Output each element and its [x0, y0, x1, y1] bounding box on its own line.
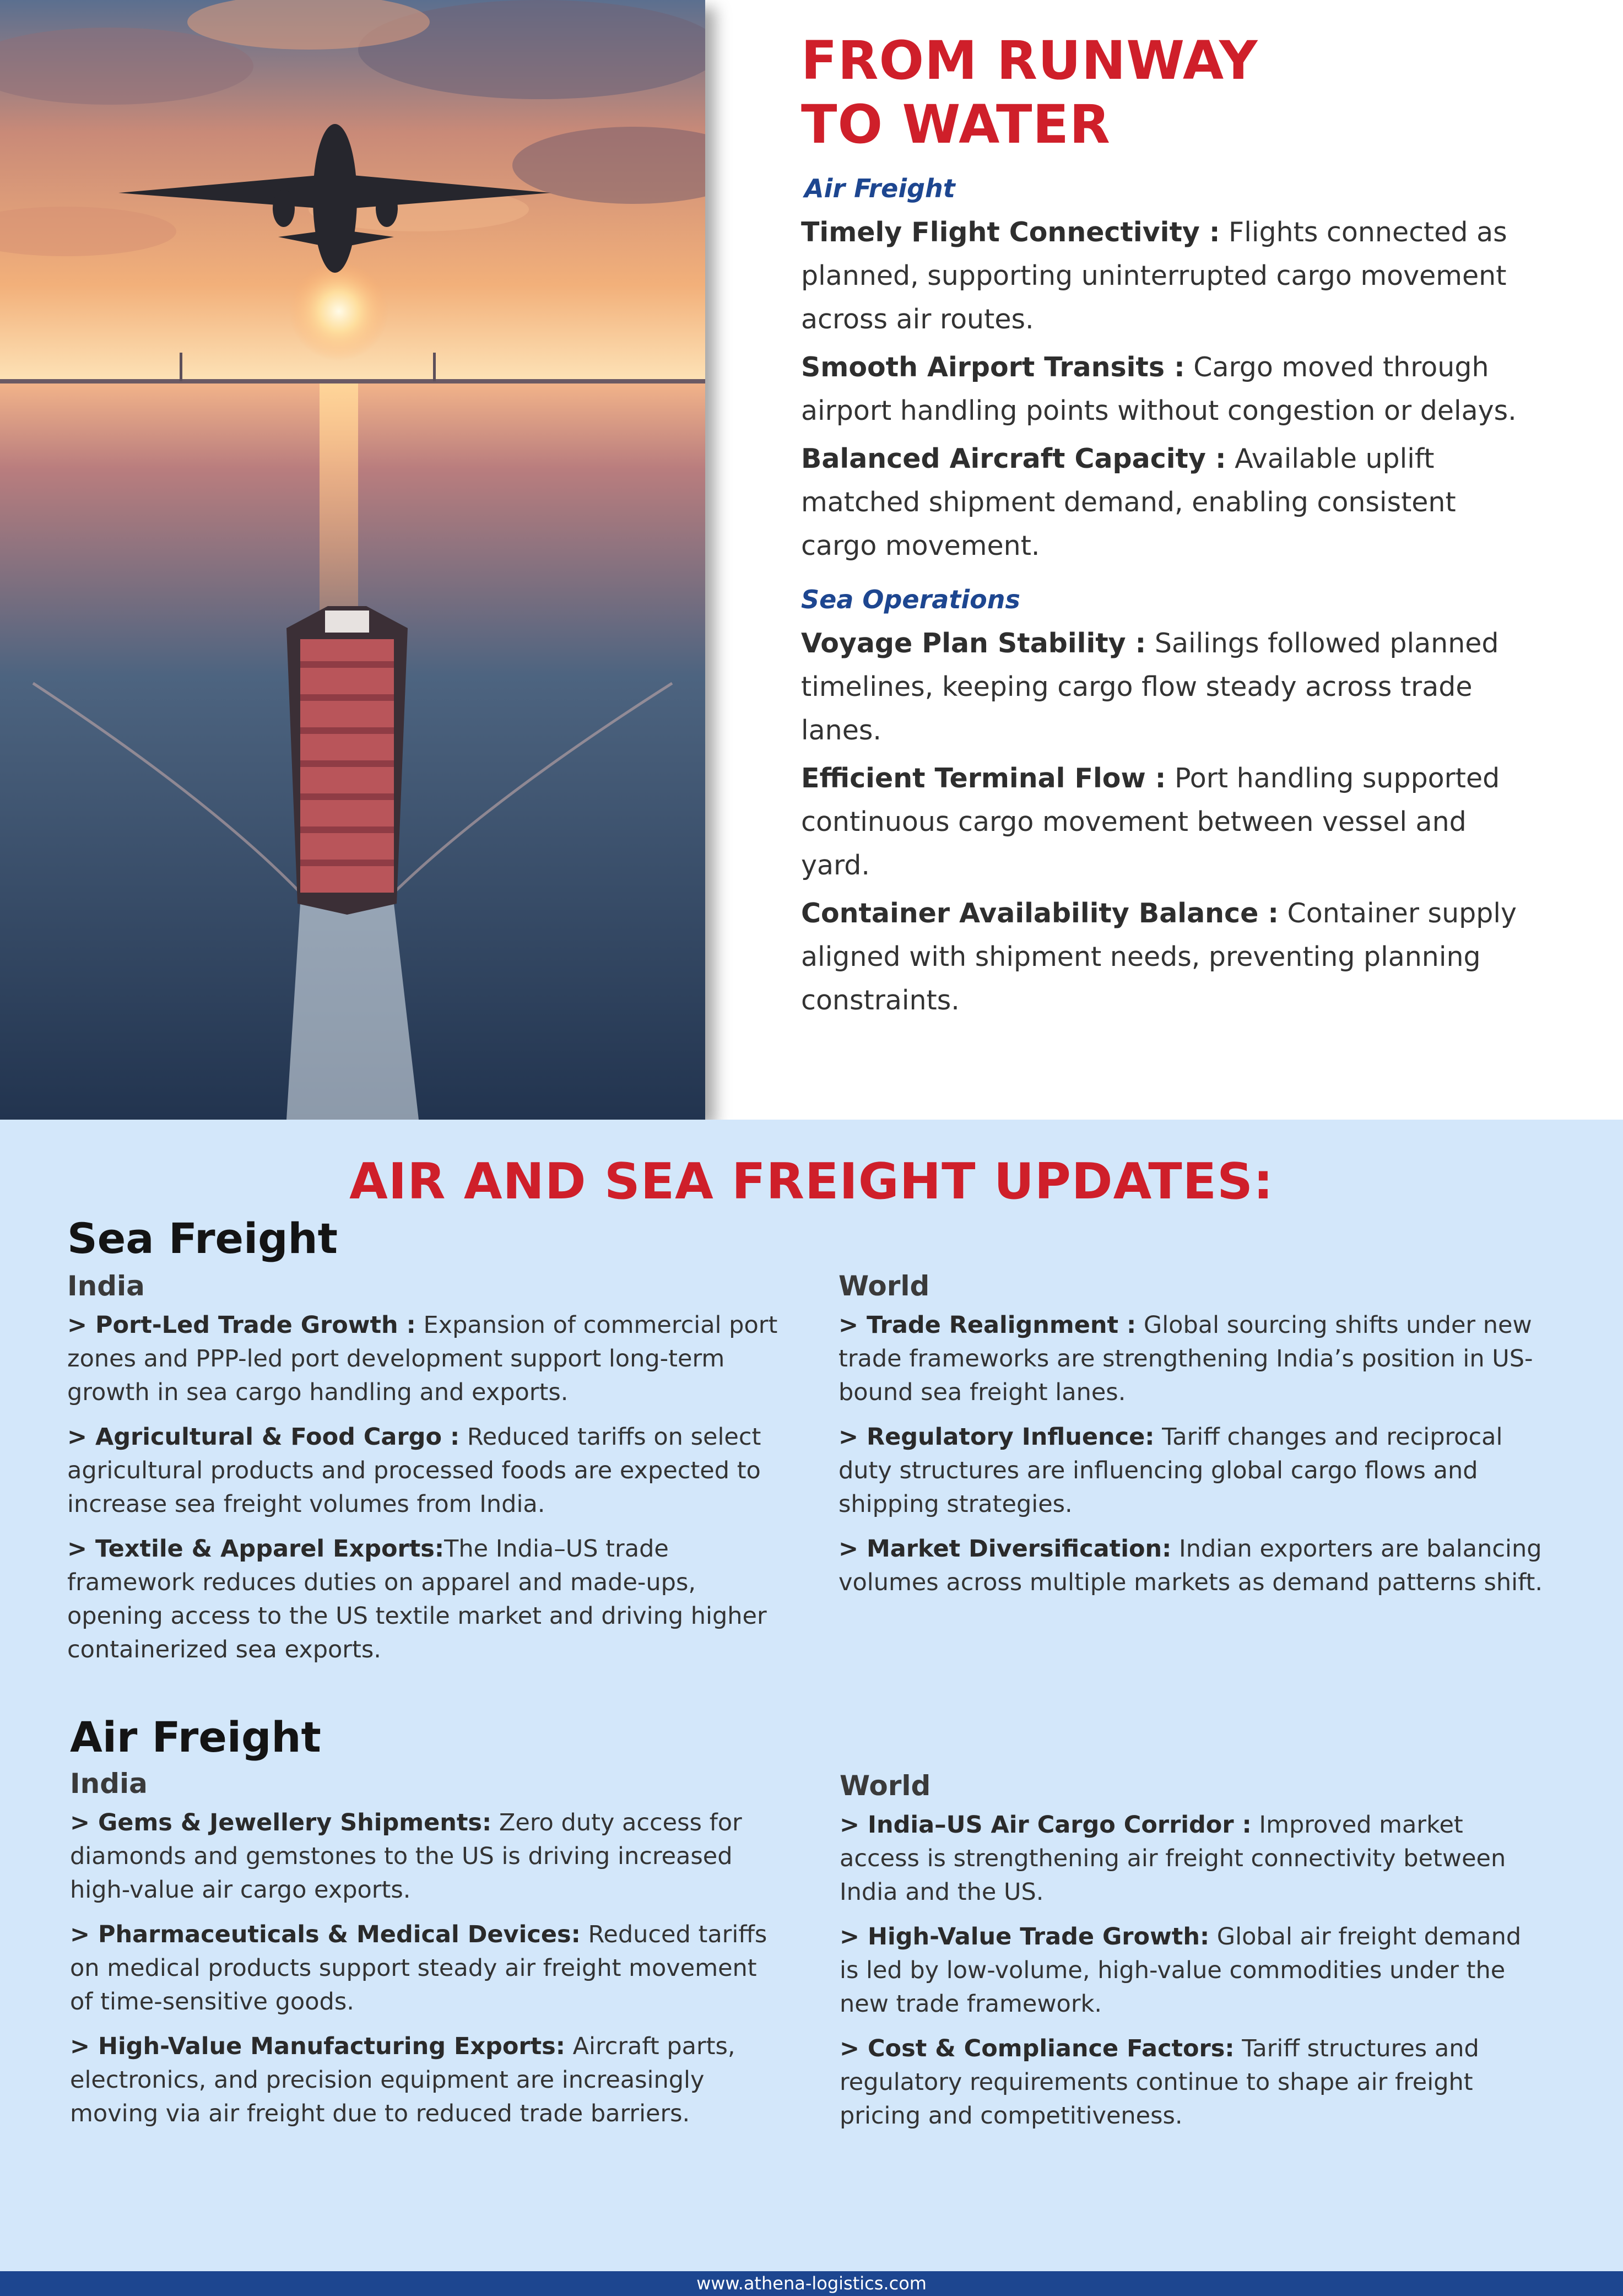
air-item-airport-transits [801, 345, 1539, 433]
item-label: > Cost & Compliance Factors: [840, 2035, 1235, 2062]
air-world-item [840, 1808, 1545, 1909]
sunset-sea-illustration [0, 0, 705, 1120]
item-label: Smooth Airport Transits : [801, 352, 1185, 383]
sea-world-item [838, 1420, 1544, 1521]
item-text: Expansion of commercial port zones and PPP-led port development support long-term growth in sea cargo handling and exports. [67, 1311, 778, 1406]
item-text: Improved market access is strengthening air freight connectivity between India and the US. [840, 1811, 1506, 1906]
item-text: Reduced tariffs on medical products support steady air freight movement of time-sensitive goods. [70, 1921, 767, 2016]
item-label: Container Availability Balance : [801, 898, 1279, 929]
sea-india-item [67, 1532, 778, 1667]
hero-photo-airplane-ship [0, 0, 705, 1120]
air-india-item [70, 1806, 781, 1907]
item-text: Cargo moved through airport handling points without congestion or delays. [801, 352, 1517, 426]
item-label: > Trade Realignment : [838, 1311, 1137, 1339]
item-label: > Port-Led Trade Growth : [67, 1311, 416, 1339]
air-world-item [840, 1920, 1545, 2021]
air-india-item [70, 1918, 781, 2019]
air-freight-subheading: Air Freight [804, 174, 955, 203]
sea-item-container-availability [801, 892, 1539, 1022]
sea-india-item [67, 1309, 778, 1409]
item-text: Flights connected as planned, supporting uninterrupted cargo movement across air routes. [801, 217, 1507, 335]
item-label: > Pharmaceuticals & Medical Devices: [70, 1921, 581, 1948]
item-label: > Regulatory Influence: [838, 1423, 1155, 1451]
item-label: > Agricultural & Food Cargo : [67, 1423, 460, 1451]
item-text: Aircraft parts, electronics, and precision equipment are increasingly moving via air freight due to reduced trade barriers. [70, 2033, 735, 2127]
item-label: > India–US Air Cargo Corridor : [840, 1811, 1252, 1839]
item-label: Voyage Plan Stability : [801, 628, 1146, 659]
item-label: Efficient Terminal Flow : [801, 763, 1166, 794]
runway-to-water-section [801, 29, 1539, 1022]
sea-freight-title: Sea Freight [67, 1214, 338, 1263]
main-title-line-1: FROM RUNWAY [801, 30, 1258, 91]
main-title-line-2: TO WATER [801, 94, 1111, 155]
sea-item-terminal-flow [801, 757, 1539, 887]
item-text: Container supply aligned with shipment needs, preventing planning constraints. [801, 898, 1517, 1016]
sea-india-heading: India [67, 1270, 145, 1302]
sea-world-item [838, 1309, 1544, 1409]
sea-item-voyage-stability [801, 622, 1539, 752]
sea-world-item [838, 1532, 1544, 1600]
item-text: Sailings followed planned timelines, keeping cargo flow steady across trade lanes. [801, 628, 1499, 746]
air-item-aircraft-capacity [801, 437, 1539, 568]
sea-india-item [67, 1420, 778, 1521]
main-title [801, 29, 1407, 156]
item-text: Zero duty access for diamonds and gemstones to the US is driving increased high-value air cargo exports. [70, 1809, 742, 1904]
air-india-heading: India [70, 1768, 148, 1800]
item-label: > Textile & Apparel Exports: [67, 1535, 445, 1563]
sea-operations-subheading: Sea Operations [801, 585, 1020, 614]
item-text: The India–US trade framework reduces duties on apparel and made-ups, opening access to the US textile market and driving higher containerized sea exports. [67, 1535, 767, 1663]
item-label: > Gems & Jewellery Shipments: [70, 1809, 492, 1836]
item-text: Global sourcing shifts under new trade frameworks are strengthening India’s position in US-bound sea freight lanes. [838, 1311, 1533, 1406]
item-label: Timely Flight Connectivity : [801, 217, 1220, 248]
air-india-column [70, 1765, 781, 2131]
item-label: Balanced Aircraft Capacity : [801, 443, 1226, 474]
item-text: Port handling supported continuous cargo movement between vessel and yard. [801, 763, 1500, 881]
item-text: Available uplift matched shipment demand, enabling consistent cargo movement. [801, 443, 1456, 561]
air-world-column [840, 1768, 1545, 2133]
updates-title: AIR AND SEA FREIGHT UPDATES: [349, 1153, 1274, 1211]
air-item-flight-connectivity [801, 210, 1539, 341]
air-india-item [70, 2030, 781, 2131]
sea-world-heading: World [838, 1270, 930, 1302]
sea-world-column [838, 1268, 1544, 1600]
item-text: Global air freight demand is led by low-volume, high-value commodities under the new trade framework. [840, 1923, 1522, 2018]
item-label: > High-Value Trade Growth: [840, 1923, 1210, 1951]
footer-bar [0, 2271, 1623, 2296]
air-world-heading: World [840, 1770, 931, 1802]
footer-website-link[interactable]: www.athena-logistics.com [696, 2273, 927, 2294]
item-text: Reduced tariffs on select agricultural products and processed foods are expected to increase sea freight volumes from India. [67, 1423, 761, 1518]
item-text: Indian exporters are balancing volumes across multiple markets as demand patterns shift. [838, 1535, 1543, 1596]
item-label: > High-Value Manufacturing Exports: [70, 2033, 565, 2060]
air-freight-title: Air Freight [70, 1712, 321, 1762]
item-text: Tariff structures and regulatory requirements continue to shape air freight pricing and competitiveness. [840, 2035, 1479, 2130]
item-label: > Market Diversification: [838, 1535, 1172, 1563]
sea-india-column [67, 1268, 778, 1667]
air-world-item [840, 2032, 1545, 2133]
item-text: Tariff changes and reciprocal duty structures are influencing global cargo flows and shipping strategies. [838, 1423, 1503, 1518]
